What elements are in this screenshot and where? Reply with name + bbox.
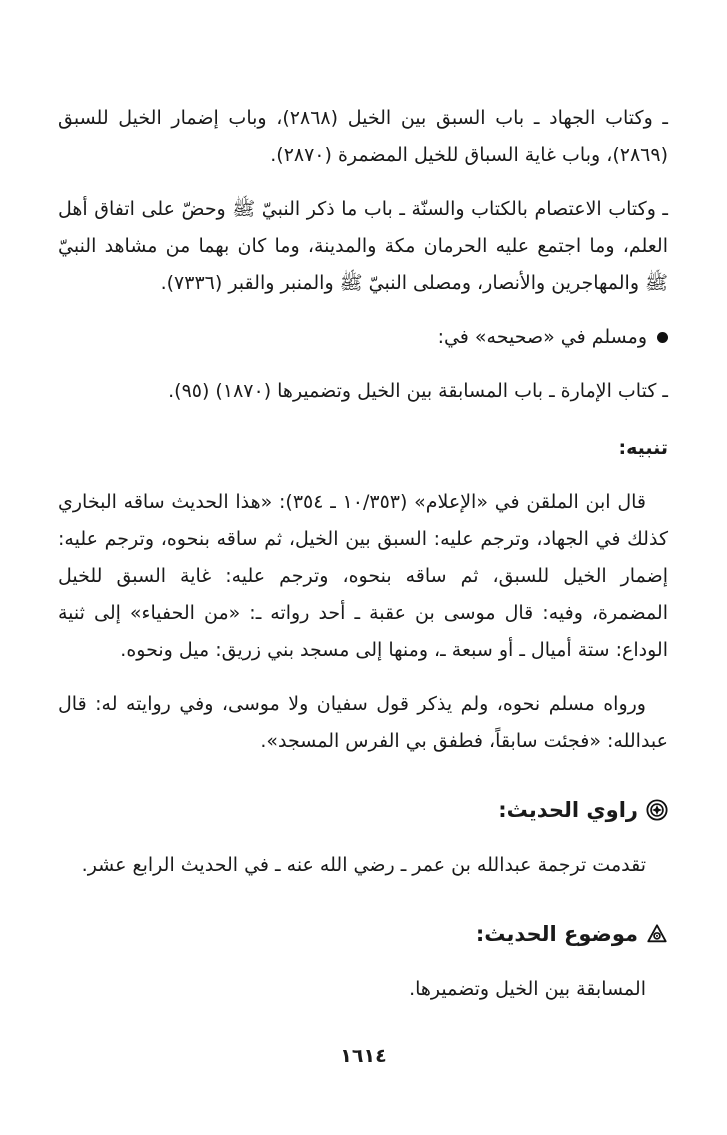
rawi-heading — [58, 790, 668, 830]
bukhari-jihad-refs: ـ وكتاب الجهاد ـ باب السبق بين الخيل (٢٨٦٨)، وباب إضمار الخيل للسبق (٢٨٦٩)، وباب غاية السباق للخيل المضمرة (٢٨٧٠). — [58, 107, 668, 166]
ornament-triangle-icon — [646, 923, 668, 945]
muslim-imara-ref: ـ كتاب الإمارة ـ باب المسابقة بين الخيل وتضميرها (١٨٧٠) (٩٥). — [168, 380, 668, 402]
muslim-intro — [58, 319, 668, 356]
muslim-intro-text: ومسلم في «صحيحه» في: — [437, 326, 647, 348]
page-number: ١٦١٤ — [340, 1045, 387, 1067]
ibn-mulaqqin-quote: قال ابن الملقن في «الإعلام» (١٠/٣٥٣ ـ ٣٥٤): «هذا الحديث ساقه البخاري كذلك في الجهاد، وترجم عليه: السبق بين الخيل، ثم ساقه بنحوه، وترجم عليه: إضمار الخيل للسبق، ثم ساقه بنحوه، وترجم عليه: غاية السبق للخيل المضمرة، وفيه: قال موسى بن عقبة ـ أحد رواته ـ: «من الحفياء» إلى ثنية الوداع: ستة أميال ـ أو سبعة ـ، ومنها إلى مسجد بني زريق: ميل ونحوه. — [58, 491, 668, 661]
tanbih-heading: تنبيه: — [618, 437, 668, 459]
rawi-text: تقدمت ترجمة عبدالله بن عمر ـ رضي الله عنه ـ في الحديث الرابع عشر. — [81, 854, 646, 876]
ornament-circle-icon — [646, 799, 668, 821]
page-body — [58, 100, 668, 1008]
mawdu-heading-text: موضوع الحديث: — [475, 922, 638, 946]
bukhari-itisam-ref: ـ وكتاب الاعتصام بالكتاب والسنّة ـ باب ما ذكر النبيّ ﷺ وحضّ على اتفاق أهل العلم، وما اجتمع عليه الحرمان مكة والمدينة، وما كان بهما من مشاهد النبيّ ﷺ والمهاجرين والأنصار، ومصلى النبيّ ﷺ والمنبر والقبر (٧٣٣٦). — [58, 198, 668, 294]
mawdu-heading — [58, 914, 668, 954]
muslim-riwaya-para: ورواه مسلم نحوه، ولم يذكر قول سفيان ولا موسى، وفي روايته له: قال عبدالله: «فجئت سابقاً، فطفق بي الفرس المسجد». — [58, 693, 668, 752]
mawdu-text: المسابقة بين الخيل وتضميرها. — [409, 978, 646, 1000]
bullet-icon — [657, 332, 668, 343]
rawi-heading-text: راوي الحديث: — [498, 798, 638, 822]
